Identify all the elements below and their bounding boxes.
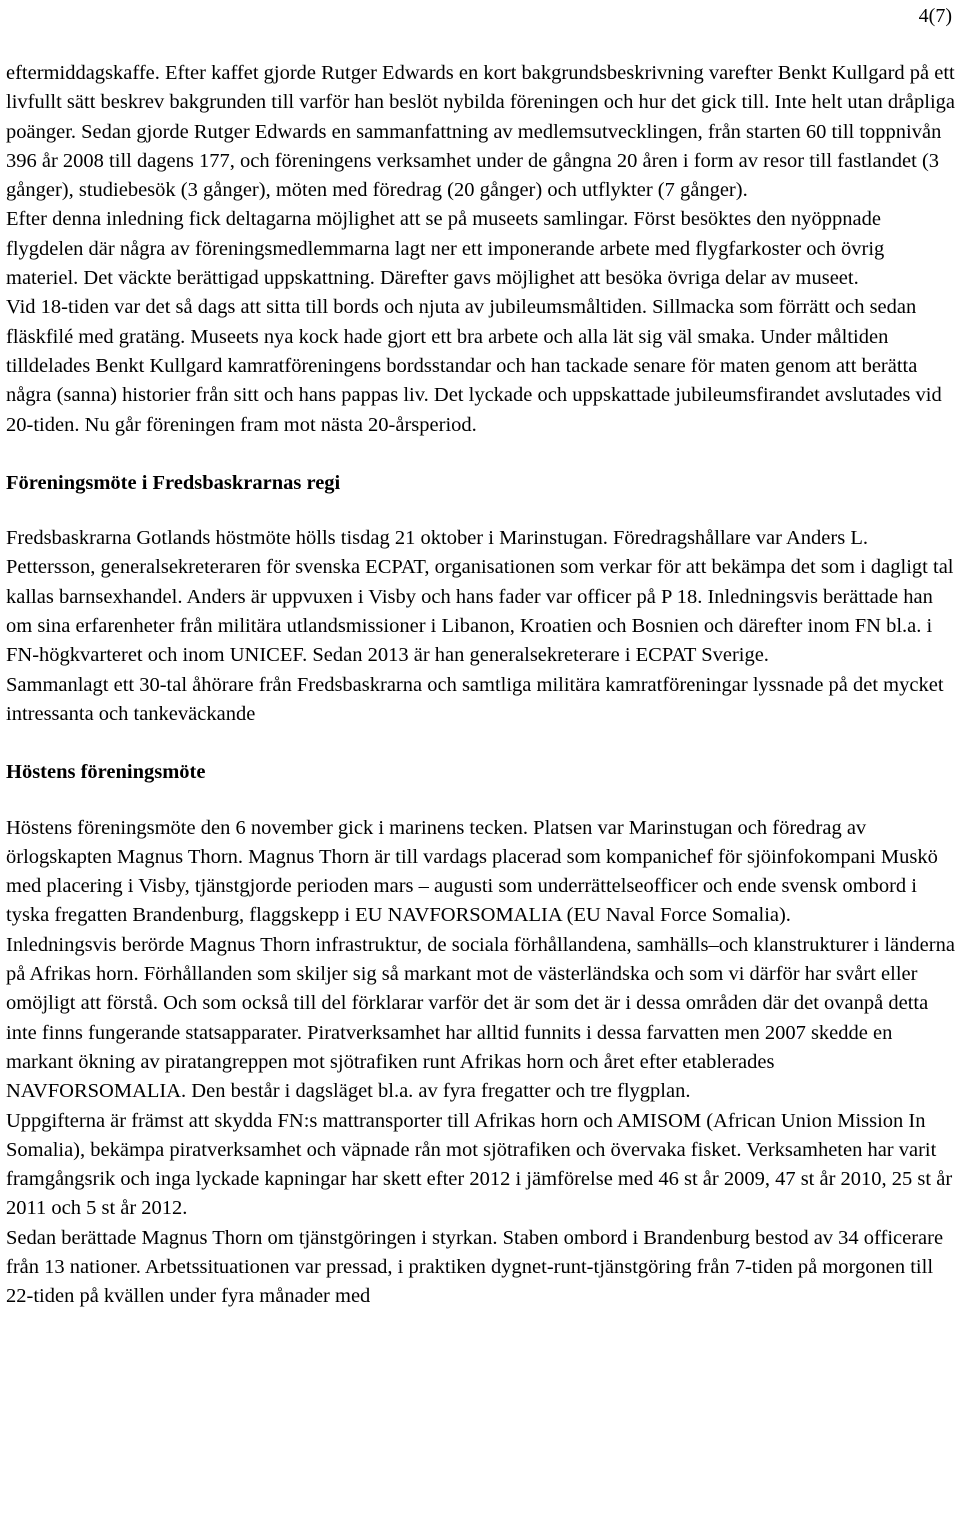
section-heading-hostens: Höstens föreningsmöte <box>6 761 206 784</box>
spacer <box>6 498 956 524</box>
spacer <box>6 788 956 814</box>
fredsbaskrarna-paragraph-2: Sammanlagt ett 30-tal åhörare från Fredsbaskrarna och samtliga militära kamratföreningar lyssnade på det mycket intressanta och tankeväckande <box>6 673 944 725</box>
hostens-paragraph-4: Sedan berättade Magnus Thorn om tjänstgöringen i styrkan. Staben ombord i Brandenburg bestod av 34 officerare från 13 nationer. Arbetssituationen var pressad, i praktiken dygnet-runt-tjänstgöring från 7-tiden på morgonen till 22-tiden på kvällen under fyra månader med <box>6 1226 944 1308</box>
hostens-paragraph-1: Höstens föreningsmöte den 6 november gick i marinens tecken. Platsen var Marinstugan och föredrag av örlogskapten Magnus Thorn. Magnus Thorn är till vardags placerad som kompanichef för sjöinfokompani Muskö med placering i Visby, tjänstgjorde perioden mars – augusti som underrättelseofficer och ende svensk ombord i tyska fregatten Brandenburg, flaggskepp i EU NAVFORSOMALIA (EU Naval Force Somalia). <box>6 816 938 927</box>
hostens-paragraph-3: Uppgifterna är främst att skydda FN:s mattransporter till Afrikas horn och AMISOM (African Union Mission In Somalia), bekämpa piratverksamhet och väpnade rån mot sjötrafiken och övervaka fisket. Verksamheten har varit framgångsrik och inga lyckade kapningar har skett efter 2012 i jämförelse med 46 st år 2009, 47 st år 2010, 25 st år 2011 och 5 st år 2012. <box>6 1109 953 1220</box>
section-heading-fredsbaskrarna: Föreningsmöte i Fredsbaskrarnas regi <box>6 471 341 494</box>
fredsbaskrarna-paragraph-1: Fredsbaskrarna Gotlands höstmöte hölls tisdag 21 oktober i Marinstugan. Föredragshållare var Anders L. Pettersson, generalsekreteraren för svenska ECPAT, organisationen som verkar för att bekämpa det som i dagligt tal kallas barnsexhandel. Anders är uppvuxen i Visby och hans fader var officer på P 18. Inledningsvis berättade han om sina erfarenheter från militära utlandsmissioner i Libanon, Kroatien och Bosnien och därefter inom FN bl.a. i FN-högkvarteret och inom UNICEF. Sedan 2013 är han generalsekreterare i ECPAT Sverige. <box>6 527 954 667</box>
spacer <box>6 440 956 469</box>
document-body <box>6 59 956 1312</box>
spacer <box>6 729 956 758</box>
intro-paragraph-2: Efter denna inledning fick deltagarna möjlighet att se på museets samlingar. Först besöktes den nyöppnade flygdelen där några av föreningsmedlemmarna lagt ner ett imponerande arbete med flygfarkoster och övrig materiel. Det väckte berättigad uppskattning. Därefter gavs möjlighet att besöka övriga delar av museet. <box>6 208 885 290</box>
page-number: 4(7) <box>918 5 952 27</box>
intro-paragraph-3: Vid 18-tiden var det så dags att sitta till bords och njuta av jubileumsmåltiden. Sillmacka som förrätt och sedan fläskfilé med gratäng. Museets nya kock hade gjort ett bra arbete och alla lät sig väl smaka. Under måltiden tilldelades Benkt Kullgard kamratföreningens bordsstandar och han tackade senare för maten genom att berätta några (sanna) historier från sitt och hans pappas liv. Det lyckade och uppskattade jubileumsfirandet avslutades vid 20-tiden. Nu går föreningen fram mot nästa 20-årsperiod. <box>6 296 942 436</box>
intro-paragraph-1: eftermiddagskaffe. Efter kaffet gjorde Rutger Edwards en kort bakgrundsbeskrivning varefter Benkt Kullgard på ett livfullt sätt beskrev bakgrunden till varför han beslöt nybilda föreningen och hur det gick till. Inte helt utan dråpliga poänger. Sedan gjorde Rutger Edwards en sammanfattning av medlemsutvecklingen, från starten 60 till toppnivån 396 år 2008 till dagens 177, och föreningens verksamhet under de gångna 20 åren i form av resor till fastlandet (3 gånger), studiebesök (3 gånger), möten med föredrag (20 gånger) och utflykter (7 gånger). <box>6 62 956 202</box>
hostens-paragraph-2: Inledningsvis berörde Magnus Thorn infrastruktur, de sociala förhållandena, samhälls–och klanstrukturer i länderna på Afrikas horn. Förhållanden som skiljer sig så markant mot de västerländska och som vi därför har svårt eller omöjligt att förstå. Och som också till del förklarar varför det är som det är i dessa områden där det ovanpå detta inte finns fungerande statsapparater. Piratverksamhet har alltid funnits i dessa farvatten men 2007 skedde en markant ökning av piratangreppen mot sjötrafiken runt Afrikas horn och året efter etablerades NAVFORSOMALIA. Den består i dagsläget bl.a. av fyra fregatter och tre flygplan. <box>6 933 955 1103</box>
